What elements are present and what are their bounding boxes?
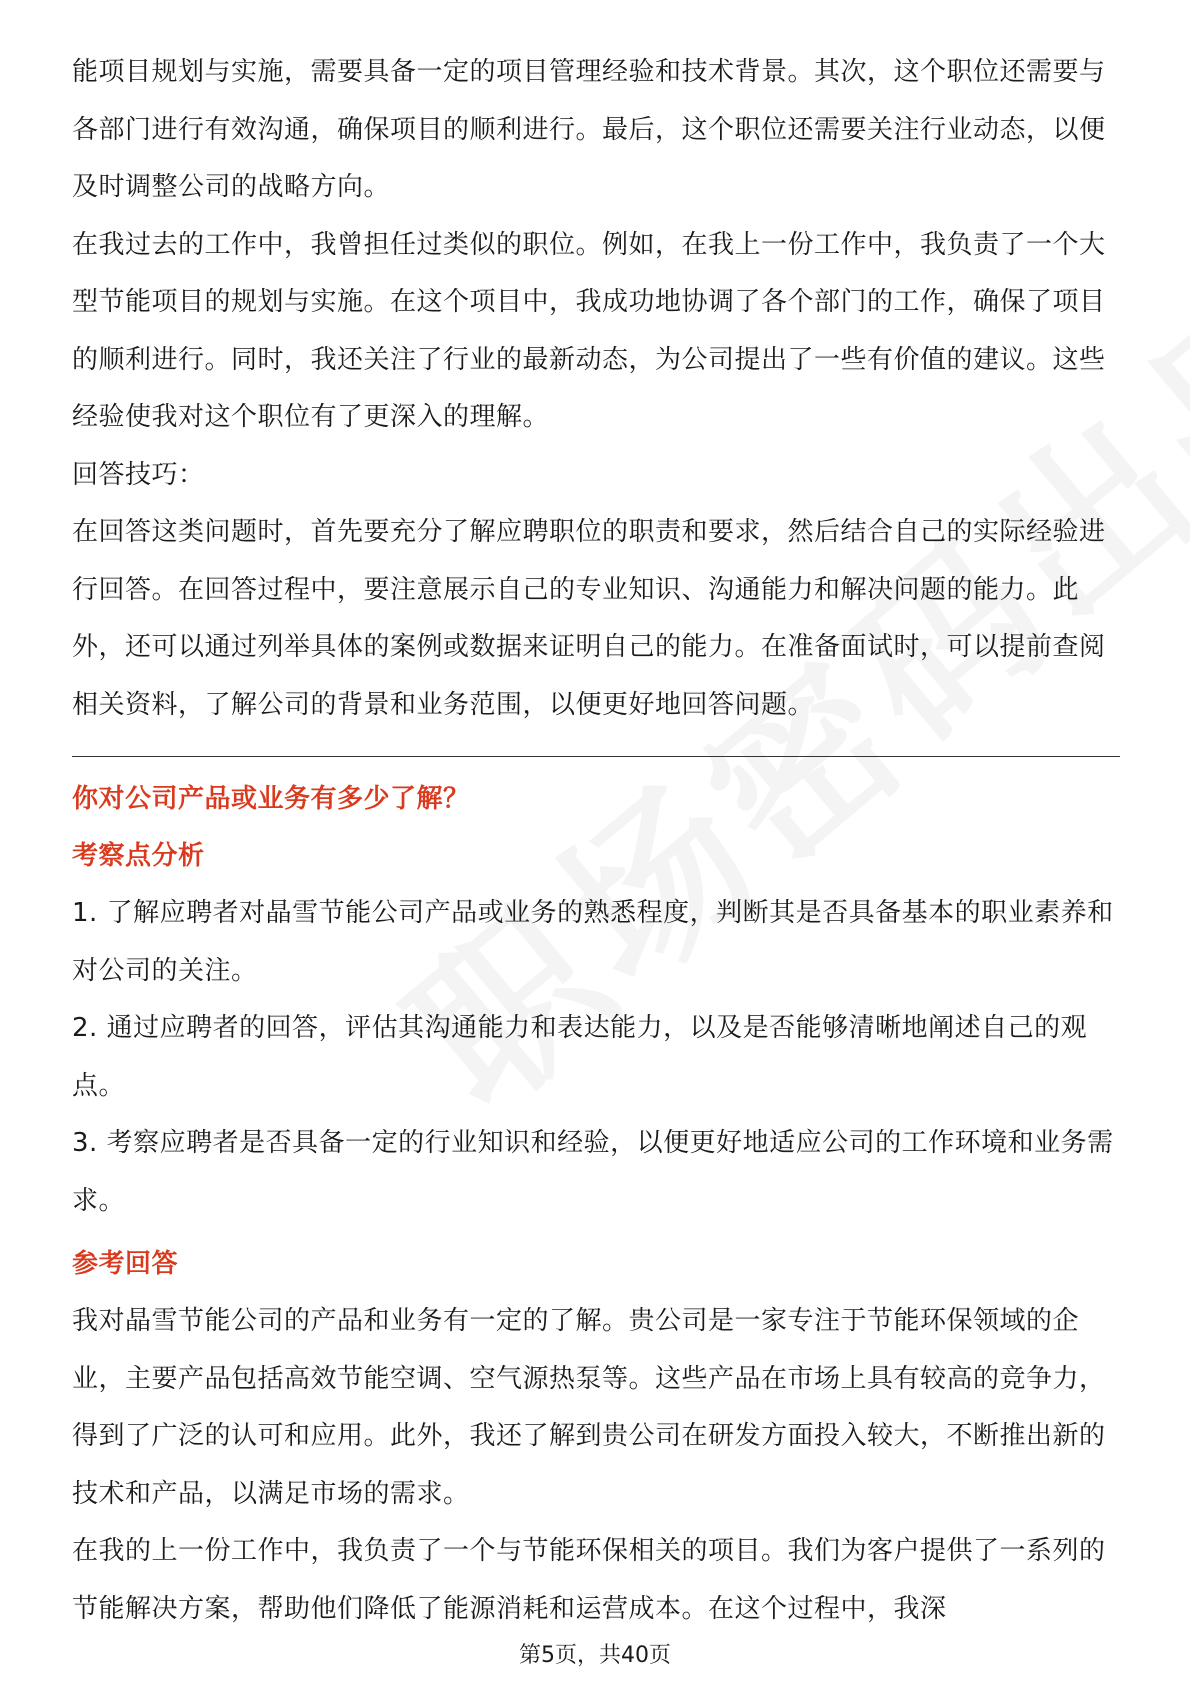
analysis-heading: 考察点分析	[72, 841, 205, 871]
paragraph-tips-label: 回答技巧：	[72, 459, 205, 490]
reference-paragraph-1: 我对晶雪节能公司的产品和业务有一定的了解。贵公司是一家专注于节能环保领域的企业，主要产品包括高效节能空调、空气源热泵等。这些产品在市场上具有较高的竞争力，得到了广泛的认可和应用。此外，我还了解到贵公司在研发方面投入较大，不断推出新的技术和产品，以满足市场的需求。	[72, 1306, 1106, 1509]
analysis-item-1: 1. 了解应聘者对晶雪节能公司产品或业务的熟悉程度，判断其是否具备基本的职业素养和对公司的关注。	[72, 898, 1114, 986]
paragraph-duties: 能项目规划与实施，需要具备一定的项目管理经验和技术背景。其次，这个职位还需要与各部门进行有效沟通，确保项目的顺利进行。最后，这个职位还需要关注行业动态，以便及时调整公司的战略方向。	[72, 57, 1106, 202]
analysis-item-2: 2. 通过应聘者的回答，评估其沟通能力和表达能力，以及是否能够清晰地阐述自己的观点。	[72, 1013, 1088, 1101]
analysis-item-3: 3. 考察应聘者是否具备一定的行业知识和经验，以便更好地适应公司的工作环境和业务需求。	[72, 1128, 1114, 1216]
reference-heading: 参考回答	[72, 1249, 179, 1279]
paragraph-experience: 在我过去的工作中，我曾担任过类似的职位。例如，在我上一份工作中，我负责了一个大型节能项目的规划与实施。在这个项目中，我成功地协调了各个部门的工作，确保了项目的顺利进行。同时，我还关注了行业的最新动态，为公司提出了一些有价值的建议。这些经验使我对这个职位有了更深入的理解。	[72, 229, 1106, 432]
question-heading: 你对公司产品或业务有多少了解？	[72, 784, 470, 814]
section-divider	[72, 756, 1120, 757]
paragraph-tips: 在回答这类问题时，首先要充分了解应聘职位的职责和要求，然后结合自己的实际经验进行回答。在回答过程中，要注意展示自己的专业知识、沟通能力和解决问题的能力。此外，还可以通过列举具体的案例或数据来证明自己的能力。在准备面试时，可以提前查阅相关资料，了解公司的背景和业务范围，以便更好地回答问题。	[72, 517, 1106, 720]
page-number: 第5页，共40页	[519, 1643, 671, 1668]
document-page	[72, 44, 1120, 1638]
reference-paragraph-2: 在我的上一份工作中，我负责了一个与节能环保相关的项目。我们为客户提供了一系列的节能解决方案，帮助他们降低了能源消耗和运营成本。在这个过程中，我深	[72, 1536, 1106, 1624]
